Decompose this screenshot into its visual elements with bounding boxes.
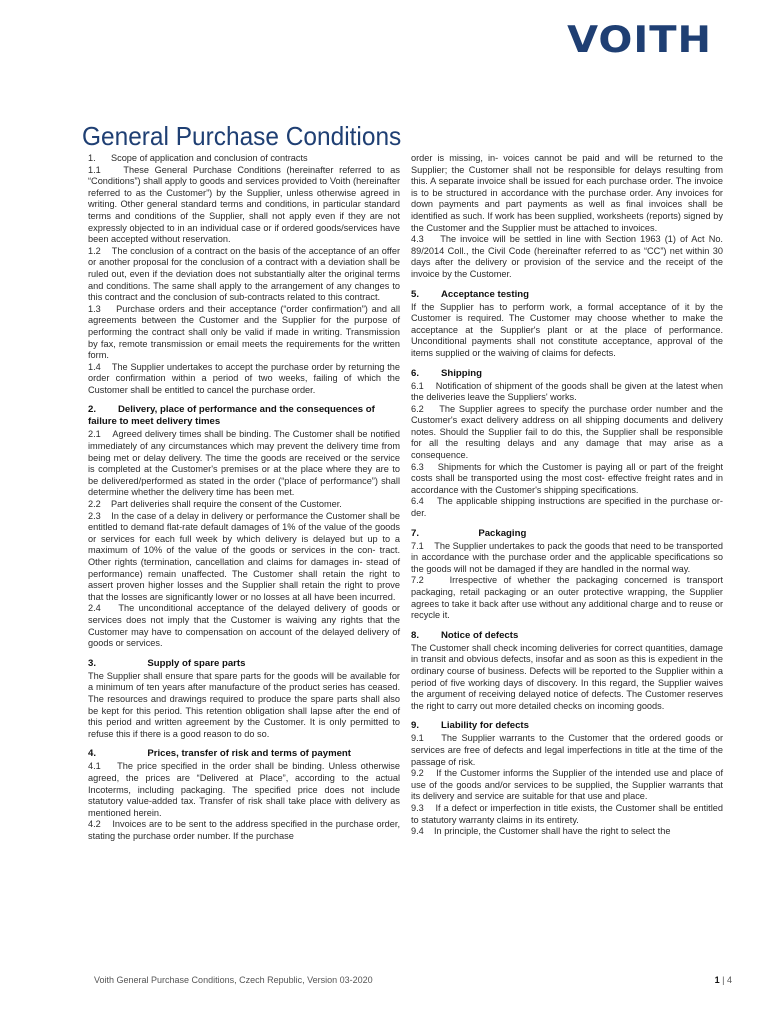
section-heading: [88, 748, 400, 760]
clause-paragraph: 1.1 These General Purchase Conditions (hereinafter referred to as “Conditions”) shall apply to goods and services provided to Voith (hereinafter referred to as the Customer”) by the Supplier, unless otherwise agreed in writing. Other general standard terms and conditions, in particular standard terms and conditions of the Supplier, shall not apply even if they are not expressly objected to in an individual case or if ordered goods/services have been accepted without reservation.: [88, 164, 400, 245]
clause-paragraph: 1.2 The conclusion of a contract on the basis of the acceptance of an offer or another proposal for the conclusion of a contract with a deviation shall be ruled out, even if the deviation does not substantially alter the original terms and conditions. The same shall apply to the arrangement of any changes to this contract and the conclusion of sub-contracts related to this contract.: [88, 245, 400, 303]
section-number: 4.: [88, 748, 97, 760]
clause-paragraph: 1. Scope of application and conclusion of contracts: [88, 153, 308, 163]
clause-paragraph: 9.1 The Supplier warrants to the Customer that the ordered goods or services are free of defects and legal imperfections in title at the time of the passage of risk.: [411, 733, 723, 767]
clause-paragraph: 2.3 In the case of a delay in delivery or performance the Customer shall be entitled to demand flat-rate default damages of 1% of the value of the goods or services for each full week by which delivery is delayed but up to a maximum of 10% of the value of the goods or services in the con- tract. Other rights (termination, cancellation and claims for damages in- stead of performance) remain unaffected. The Customer shall retain the right to assert proven higher losses and the Supplier shall retain the right to prove that the losses are significantly lower or no losses at all have been incurred.: [88, 510, 400, 602]
section-title: Liability for defects: [441, 720, 529, 732]
clause-paragraph: 9.4 In principle, the Customer shall have the right to select the: [411, 826, 671, 837]
clause-paragraph: 6.3 Shipments for which the Customer is paying all or part of the freight costs shall be transported using the most cost- effective freight rates and in accordance with the Customer's shipping specifications.: [411, 461, 723, 495]
section-heading: [411, 630, 723, 642]
section-heading: [88, 404, 400, 428]
clause-paragraph: 4.2 Invoices are to be sent to the address specified in the purchase order, stating the purchase order number. If the purchase: [88, 819, 400, 841]
section-number: 9.: [411, 720, 420, 732]
section-title: Acceptance testing: [441, 288, 529, 300]
clause-paragraph: 1.4 The Supplier undertakes to accept the purchase order by returning the order confirmation within a period of two weeks, failing of which the Customer shall be entitled to cancel the purchase order.: [88, 361, 400, 395]
section-title: Packaging: [441, 527, 527, 539]
section-number: 3.: [88, 657, 97, 669]
clause-paragraph: The Customer shall check incoming deliveries for correct quantities, damage in transit and obvious defects, insofar and as soon as this is expedient in the ordinary course of business. Defects will be reported to the Supplier within a period of five working days of discovery. In this regard, the Supplier waives the argument of receiving delayed notice of defects. The Customer reserves the right to carry out more detailed checks on incoming goods.: [411, 642, 723, 711]
clause-paragraph: 2.2 Part deliveries shall require the consent of the Customer.: [88, 499, 342, 510]
voith-logo: VOITH: [567, 18, 712, 62]
clause-paragraph: 7.1 The Supplier undertakes to pack the goods that need to be transported in accordance with the purchase order and the applicable specifications so the goods will not be damaged if they are handled in the normal way.: [411, 540, 723, 574]
section-title: Notice of defects: [441, 629, 519, 641]
clause-paragraph: 4.3 The invoice will be settled in line with Section 1963 (1) of Act No. 89/2014 Coll., the Civil Code (hereinafter referred to as “CC”) net within 30 days after the delivery or provision of the service and the receipt of the invoice by the Customer.: [411, 234, 723, 279]
left-column: [88, 153, 400, 842]
clause-paragraph: 2.4 The unconditional acceptance of the delayed delivery of goods or services does not imply that the Customer is waiving any rights that the Customer may have to compensation on account of the delayed delivery of goods or services.: [88, 603, 400, 649]
section-number: 6.: [411, 367, 420, 379]
section-heading: [88, 658, 400, 670]
clause-paragraph: 9.3 If a defect or imperfection in title exists, the Customer shall be entitled to statutory warranty claims in its entirety.: [411, 802, 723, 825]
section-title: Supply of spare parts: [118, 657, 246, 669]
page-number: [715, 975, 732, 985]
clause-paragraph: 9.2 If the Customer informs the Supplier of the intended use and place of use of the goods and/or services to be supplied, the Supplier warrants that its delivery and service are suitable for that use and place.: [411, 768, 723, 802]
clause-paragraph: 6.2 The Supplier agrees to specify the purchase order number and the Customer's exact delivery address on all shipping documents and delivery notes. Should the Supplier fail to do this, the Supplier shall be responsible for all the resulting delays and any damage that may arise as a consequence.: [411, 403, 723, 461]
section-title: Prices, transfer of risk and terms of payment: [118, 748, 351, 760]
clause-paragraph: The Supplier shall ensure that spare parts for the goods will be available for a minimum of ten years after manufacture of the product series has ceased. The resources and drawings required to produce the spare parts shall also be kept for this period. This retention obligation shall lapse after the end of this period and written agreement by the Customer. It is only permitted to refuse this if there is a good reason to do so.: [88, 670, 400, 739]
clause-paragraph: 7.2 Irrespective of whether the packaging concerned is transport packaging, retail packaging or an outer protective wrapping, the Supplier agrees to take it back after use without any additional charge and to reuse or recycle it.: [411, 575, 723, 621]
clause-paragraph: 4.1 The price specified in the order shall be binding. Unless otherwise agreed, the prices are “Delivered at Place”, according to the actual Incoterms, including packaging. The specified price does not include statutory value-added tax. Transfer of risk shall take place with delivery as mentioned herein.: [88, 761, 400, 818]
section-number: 8.: [411, 629, 420, 641]
clause-paragraph: 2.1 Agreed delivery times shall be binding. The Customer shall be notified immediately of any circumstances which may prevent the delivery time from being met or delay delivery. The time the goods are received or the service is completed at the Customer's premises or at the place where they are to be delivered/performed as stated in the order (“place of performance”) shall determine whether the delivery time has been met.: [88, 429, 400, 498]
section-heading: [411, 720, 723, 732]
page-title: General Purchase Conditions: [82, 121, 402, 152]
clause-paragraph: 6.4 The applicable shipping instructions are specified in the purchase or-der.: [411, 496, 723, 519]
section-title: Shipping: [441, 367, 483, 379]
section-heading: [411, 289, 723, 301]
section-number: 2.: [88, 404, 97, 416]
right-column: [411, 153, 723, 838]
section-heading: [411, 368, 723, 380]
clause-paragraph: order is missing, in- voices cannot be paid and will be returned to the Supplier; the Customer shall not be responsible for delays resulting from this. A separate invoice shall be issued for each purchase order. The invoice is to be structured in accordance with the purchase order. Any invoices for down payments and part payments as well as final invoices shall be identified as such. If work has been supplied, worksheets (reports) signed by the Customer and the Supplier must be attached to invoices.: [411, 153, 723, 233]
clause-paragraph: 6.1 Notification of shipment of the goods shall be given at the latest when the deliveries leave the Suppliers' works.: [411, 380, 723, 403]
section-title: Delivery, place of performance and the consequences of failure to meet delivery times: [88, 404, 375, 428]
page-current: 1: [714, 975, 720, 985]
section-heading: [411, 528, 723, 540]
section-number: 5.: [411, 288, 420, 300]
clause-paragraph: 1.3 Purchase orders and their acceptance (“order confirmation”) and all agreements between the Customer and the Supplier for the purpose of performing the contract shall only be valid if made in writing. Transmission by fax, remote transmission or email meets the requirements for the written form.: [88, 303, 400, 361]
clause-paragraph: If the Supplier has to perform work, a formal acceptance of it by the Customer is required. The Customer may choose whether to make the acceptance at the Supplier's plant or at the place of performance. Unconditional payments shall not constitute acceptance, approval of the items supplied or the waiving of claims for defects.: [411, 301, 723, 358]
footer-text: Voith General Purchase Conditions, Czech Republic, Version 03-2020: [94, 975, 373, 985]
page-total: 4: [726, 975, 732, 985]
section-number: 7.: [411, 527, 420, 539]
page-separator: |: [719, 975, 727, 985]
